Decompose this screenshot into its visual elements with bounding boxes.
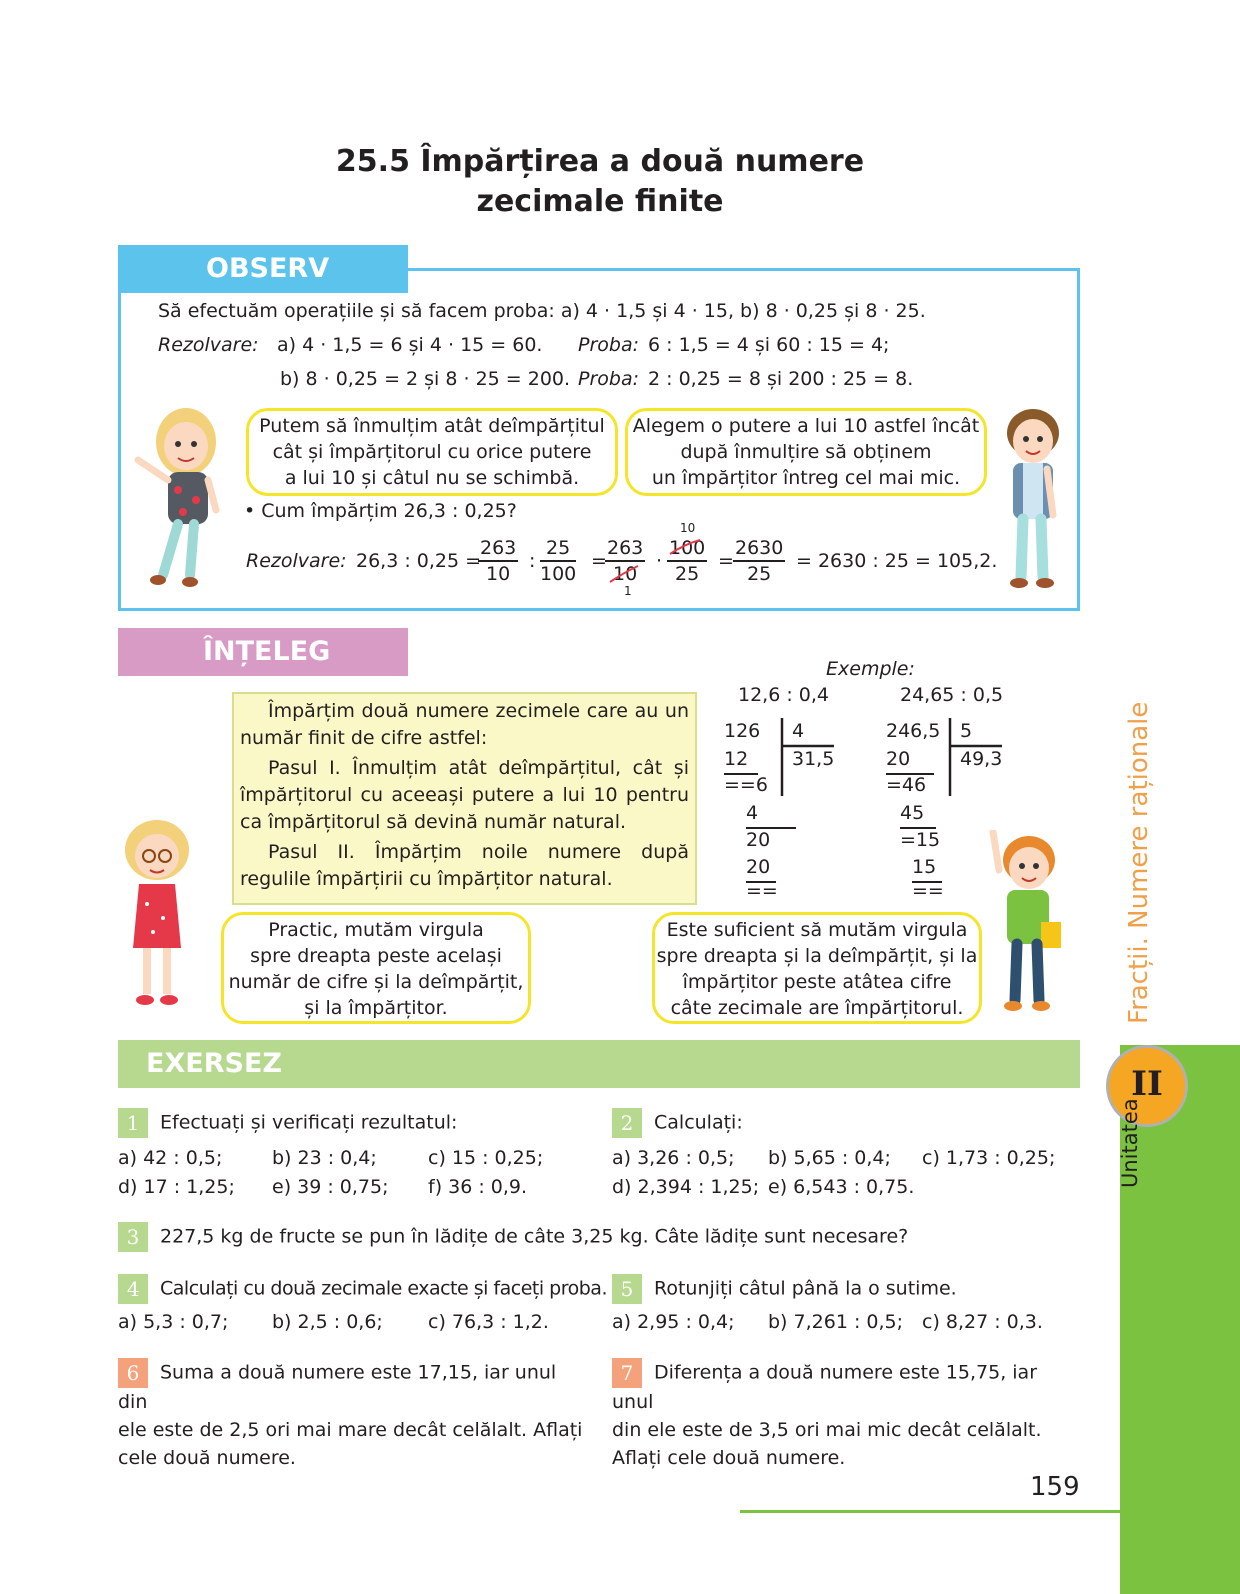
exercise-item: b) 23 : 0,4; [272,1147,377,1169]
expr-start: 26,3 : 0,25 = [356,550,482,572]
rezolvare-label: Rezolvare: [158,334,259,356]
expr-end: = 2630 : 25 = 105,2. [796,550,998,572]
exercise-item: c) 1,73 : 0,25; [922,1147,1056,1169]
cancel-bottom-label: 1 [624,584,632,598]
unit-label: Unitatea [1118,1098,1142,1188]
definition-p2: Pasul I. Înmulțim atât deîmpărțitul, cât și împărțitorul cu aceeași putere a lui 10 pentru ca împărțitorul să devină număr natural. [240,757,689,833]
exercise-6: 6 Suma a două numere este 17,15, iar unul din ele este de 2,5 ori mai mare decât celălalt. Aflați cele două numere. [118,1358,584,1472]
exercise-item: a) 5,3 : 0,7; [118,1311,229,1333]
speech-bubble-right: Alegem o putere a lui 10 astfel încât după înmulțire să obținem un împărțitor întreg cel mai mic. [625,408,987,496]
example-2-division-bracket [946,716,1006,798]
solution-a: a) 4 · 1,5 = 6 și 4 · 15 = 60. [277,334,543,356]
example-2-title: 24,65 : 0,5 [900,684,1004,706]
example-1-row: 12 [724,746,758,775]
cancel-top-label: 10 [680,521,696,535]
example-2-row: 20 [886,746,934,775]
example-2-row: =15 [900,829,941,851]
example-2-row: =46 [886,774,927,796]
girl-glasses-illustration [115,818,200,1018]
exersez-band: EXERSEZ [118,1040,1080,1088]
boy-illustration [995,405,1070,600]
speech-bubble-left-2: Practic, mutăm virgula spre dreapta peste același număr de cifre și la deîmpărțit, și la împărțitor. [221,912,531,1024]
exercise-2: 2 Calculați: [612,1108,743,1138]
example-2-row: 45 [900,800,936,829]
proba-b: 2 : 0,25 = 8 și 200 : 25 = 8. [648,368,914,390]
observ-intro: Să efectuăm operațiile și să facem proba: a) 4 · 1,5 și 4 · 15, b) 8 · 0,25 și 8 · 25. [158,300,926,322]
example-2-row: == [912,880,944,902]
title-line-2: zecimale finite [476,184,724,219]
fraction-1: $\frac{263}{10}$ [480,537,517,585]
exercise-number: 1 [118,1108,148,1138]
cancel-strokes [600,536,710,586]
unit-number: II [1131,1064,1163,1104]
girl-illustration [128,400,228,600]
exercise-number: 3 [118,1222,148,1252]
rezolvare2-label: Rezolvare: [246,550,347,572]
exercise-item: c) 15 : 0,25; [428,1147,544,1169]
exercise-3: 3 227,5 kg de fructe se pun în lădițe de câte 3,25 kg. Câte lădițe sunt necesare? [118,1222,908,1252]
exercise-item: c) 8,27 : 0,3. [922,1311,1043,1333]
exercise-7: 7 Diferența a două numere este 15,75, iar unul din ele este de 3,5 ori mai mic decât celălalt. Aflați cele două numere. [612,1358,1080,1472]
exercise-1: 1 Efectuați și verificați rezultatul: [118,1108,457,1138]
proba-label-a: Proba: [578,334,639,356]
solution-b: b) 8 · 0,25 = 2 și 8 · 25 = 200. [280,368,571,390]
proba-a: 6 : 1,5 = 4 și 60 : 15 = 4; [648,334,890,356]
equals-2: = [718,550,734,572]
example-1-row: 20 [746,854,776,883]
example-2-divisor: 5 [960,720,973,742]
exercise-item: a) 3,26 : 0,5; [612,1147,735,1169]
example-1-divisor: 4 [792,720,805,742]
exercise-item: e) 6,543 : 0,75. [768,1176,915,1198]
fraction-3: $\frac{263}{10}$ [607,537,644,585]
example-1-division-bracket [778,716,838,798]
exercise-number: 4 [118,1274,148,1304]
example-1-title: 12,6 : 0,4 [738,684,830,706]
example-2-quotient: 49,3 [960,748,1003,770]
exercise-number: 5 [612,1274,642,1304]
exercise-item: d) 17 : 1,25; [118,1176,235,1198]
exercise-item: e) 39 : 0,75; [272,1176,389,1198]
exercise-item: a) 42 : 0,5; [118,1147,223,1169]
exercise-number: 6 [118,1358,148,1388]
definition-box [232,692,697,905]
example-1-row: 20 [746,829,771,851]
exercise-number: 2 [612,1108,642,1138]
definition-p3: Pasul II. Împărțim noile numere după regulile împărțirii cu împărțitor natural. [240,841,689,890]
op-mul: · [656,550,663,572]
example-1-row: 4 [746,800,796,829]
chapter-title: Fracții. Numere raționale [1124,701,1154,1024]
title-line-1: 25.5 Împărțirea a două numere [335,144,865,179]
fraction-5: $\frac{2630}{25}$ [735,537,784,585]
page-title [300,142,900,222]
example-1-quotient: 31,5 [792,748,835,770]
footer-line [740,1510,1120,1513]
page-number: 159 [1030,1472,1080,1502]
exercise-item: b) 2,5 : 0,6; [272,1311,383,1333]
example-2-dividend: 246,5 [886,720,941,742]
proba-label-b: Proba: [578,368,639,390]
exercise-item: a) 2,95 : 0,4; [612,1311,735,1333]
op-div: : [529,550,536,572]
exercise-item: b) 5,65 : 0,4; [768,1147,891,1169]
boy-books-illustration [985,830,1075,1020]
equals-1: = [591,550,607,572]
speech-bubble-right-2: Este suficient să mutăm virgula spre dreapta și la deîmpărțit, și la împărțitor peste atâtea cifre câte zecimale are împărțitorul. [652,912,982,1024]
inteleg-tab: ÎNȚELEG [118,628,408,676]
exercise-number: 7 [612,1358,642,1388]
exercise-item: d) 2,394 : 1,25; [612,1176,760,1198]
example-2-row: 15 [912,854,942,883]
exercise-4: 4 Calculați cu două zecimale exacte și faceți proba. [118,1274,607,1304]
example-1-row: == [746,880,778,902]
definition-p1: Împărțim două numere zecimele care au un număr finit de cifre astfel: [240,700,689,749]
speech-bubble-left: Putem să înmulțim atât deîmpărțitul cât și împărțitorul cu orice putere a lui 10 și câtul nu se schimbă. [246,408,618,496]
exercise-5: 5 Rotunjiți câtul până la o sutime. [612,1274,957,1304]
exercise-item: c) 76,3 : 1,2. [428,1311,549,1333]
exercise-item: b) 7,261 : 0,5; [768,1311,904,1333]
examples-label: Exemple: [826,658,915,680]
observ-tab: OBSERV [118,245,408,293]
fraction-4: $\frac{100}{25}$ [669,537,706,585]
question-line: • Cum împărțim 26,3 : 0,25? [244,500,517,522]
exercise-item: f) 36 : 0,9. [428,1176,528,1198]
fraction-2: $\frac{25}{100}$ [540,537,577,585]
example-1-dividend: 126 [724,720,761,742]
example-1-row: ==6 [724,774,768,796]
